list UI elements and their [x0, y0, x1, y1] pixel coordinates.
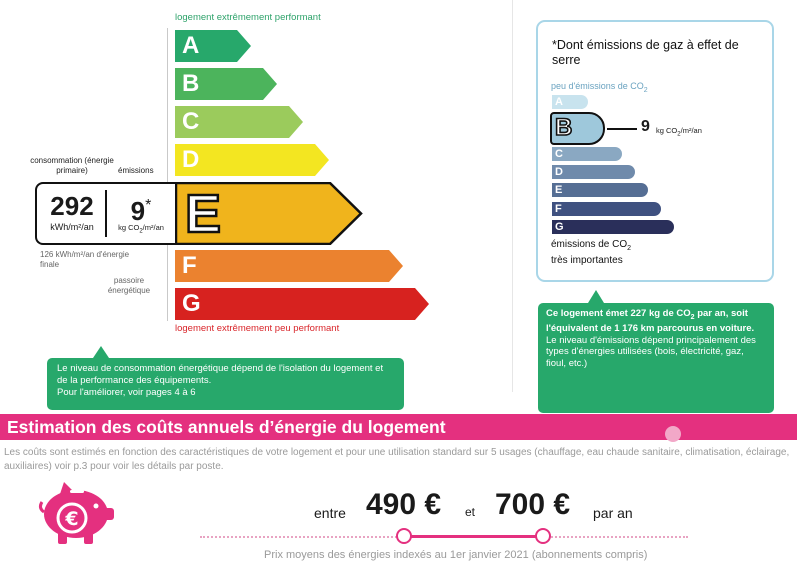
- cost-max-value: 700 €: [495, 488, 571, 521]
- decorative-dot: [665, 426, 681, 442]
- ges-high-sub: 2: [627, 245, 632, 252]
- emissions-info-text: Le niveau d'émissions dépend principalement des types d'énergies utilisées (bois, électricité, gaz, fioul, etc.): [546, 334, 756, 369]
- consumption-info-text: Le niveau de consommation énergétique dépend de l'isolation du logement et de la performance des équipements.: [57, 363, 384, 386]
- energy-class-f: [175, 250, 405, 282]
- energy-class-d: [175, 144, 331, 176]
- ges-class-e: [552, 183, 648, 197]
- energy-letter-g: G: [182, 290, 201, 317]
- energy-class-a: [175, 30, 253, 62]
- energy-class-b: [175, 68, 279, 100]
- ges-class-a: [552, 95, 588, 109]
- ges-low-label: [551, 81, 648, 94]
- energy-letter-d: D: [182, 146, 200, 173]
- passoire-label: passoire énergétique: [107, 276, 151, 295]
- ges-letter-b: B: [555, 114, 573, 141]
- energy-letter-c: C: [182, 108, 200, 135]
- emissions-star: *: [145, 197, 152, 214]
- emissions-unit-suffix: /m²/an: [142, 223, 164, 232]
- ges-unit-suffix: /m²/an: [680, 126, 702, 135]
- ges-high-prefix: émissions de CO: [551, 239, 628, 250]
- energy-letter-f: F: [182, 252, 197, 279]
- consumption-info-link-text: Pour l'améliorer, voir pages 4 à 6: [57, 387, 196, 398]
- costs-description: Les coûts sont estimés en fonction des caractéristiques de votre logement et pour une utilisation standard sur 5 usages (chauffage, eau chaude sanitaire, climatisation, éclairage, auxiliaires) voir p.3 pour voir les détails par poste.: [4, 447, 790, 472]
- ges-letter-f: F: [555, 203, 562, 215]
- right-callout-pointer: [588, 290, 604, 303]
- emissions-info-bold-sub: 2: [690, 313, 695, 321]
- emissions-unit-prefix: kg CO: [118, 223, 140, 232]
- prices-note: Prix moyens des énergies indexés au 1er janvier 2021 (abonnements compris): [264, 549, 648, 561]
- ges-value-connector: [607, 128, 637, 130]
- piggy-euro-symbol: €: [65, 508, 79, 530]
- emissions-info-bold-prefix: Ce logement émet 227 kg de CO: [546, 308, 691, 319]
- ges-letter-g: G: [555, 221, 564, 233]
- ges-letter-e: E: [555, 184, 563, 196]
- ges-high-label: [551, 239, 631, 267]
- cost-and-label: et: [465, 505, 476, 519]
- ges-class-d: [552, 165, 635, 179]
- energy-letter-a: A: [182, 32, 200, 59]
- emissions-value-wrap: [106, 192, 176, 225]
- emissions-unit: [106, 223, 176, 235]
- cost-between-label: entre: [314, 505, 346, 521]
- ges-class-f: [552, 202, 661, 216]
- ges-high-line2: très importantes: [551, 255, 623, 266]
- ges-class-c: [552, 147, 622, 161]
- ges-letter-d: D: [555, 166, 563, 178]
- column-divider: [512, 0, 513, 392]
- cost-min-value: 490 €: [366, 488, 442, 521]
- energy-letter-b: B: [182, 70, 200, 97]
- emissions-header: émissions: [118, 166, 154, 175]
- emissions-info-bold: [546, 308, 766, 335]
- cost-range-segment: [404, 535, 542, 538]
- ges-unit-sub: 2: [677, 131, 681, 138]
- costs-title: Estimation des coûts annuels d’énergie du logement: [7, 417, 446, 437]
- ges-class-g: [552, 220, 674, 234]
- scale-divider: [167, 28, 168, 321]
- ges-low-sub: 2: [643, 86, 648, 94]
- ges-letter-c: C: [555, 148, 563, 160]
- energy-class-g: [175, 288, 431, 320]
- ges-class-b-current: [550, 112, 605, 145]
- scale-top-label: logement extrêmement performant: [175, 12, 321, 23]
- scale-bottom-label: logement extrêmement peu performant: [175, 323, 340, 334]
- consumption-unit: kWh/m²/an: [50, 222, 94, 232]
- emissions-info-bold-suffix: par an, soit l'équivalent de 1 176 km parcourus en voiture.: [546, 308, 755, 335]
- ges-letter-a: A: [555, 96, 563, 108]
- energy-bar-f-shape: [175, 250, 403, 282]
- energy-class-c: [175, 106, 305, 138]
- ges-title: *Dont émissions de gaz à effet de serre: [552, 38, 739, 67]
- final-energy-note: 126 kWh/m²/an d'énergie finale: [40, 250, 130, 269]
- ges-value: 9: [641, 118, 650, 135]
- emissions-unit-sub: 2: [139, 228, 143, 235]
- consumption-info-callout: [47, 358, 404, 410]
- energy-bar-g-shape: [175, 288, 429, 320]
- cost-range-min-marker: [396, 528, 412, 544]
- ges-unit-prefix: kg CO: [656, 126, 678, 135]
- ges-unit: [656, 126, 702, 138]
- cost-per-year-label: par an: [593, 505, 633, 521]
- piggy-bank-icon: [30, 480, 120, 546]
- ges-low-prefix: peu d'émissions de CO: [551, 81, 644, 91]
- left-callout-pointer: [93, 346, 109, 358]
- emissions-info-callout: [538, 303, 774, 413]
- energy-class-e-current: [175, 182, 365, 245]
- consumption-value: 292: [50, 191, 94, 221]
- energy-letter-e: E: [185, 184, 222, 244]
- consumption-header: consommation (énergie primaire): [30, 156, 114, 175]
- cost-range-max-marker: [535, 528, 551, 544]
- emissions-value: 9: [130, 196, 146, 226]
